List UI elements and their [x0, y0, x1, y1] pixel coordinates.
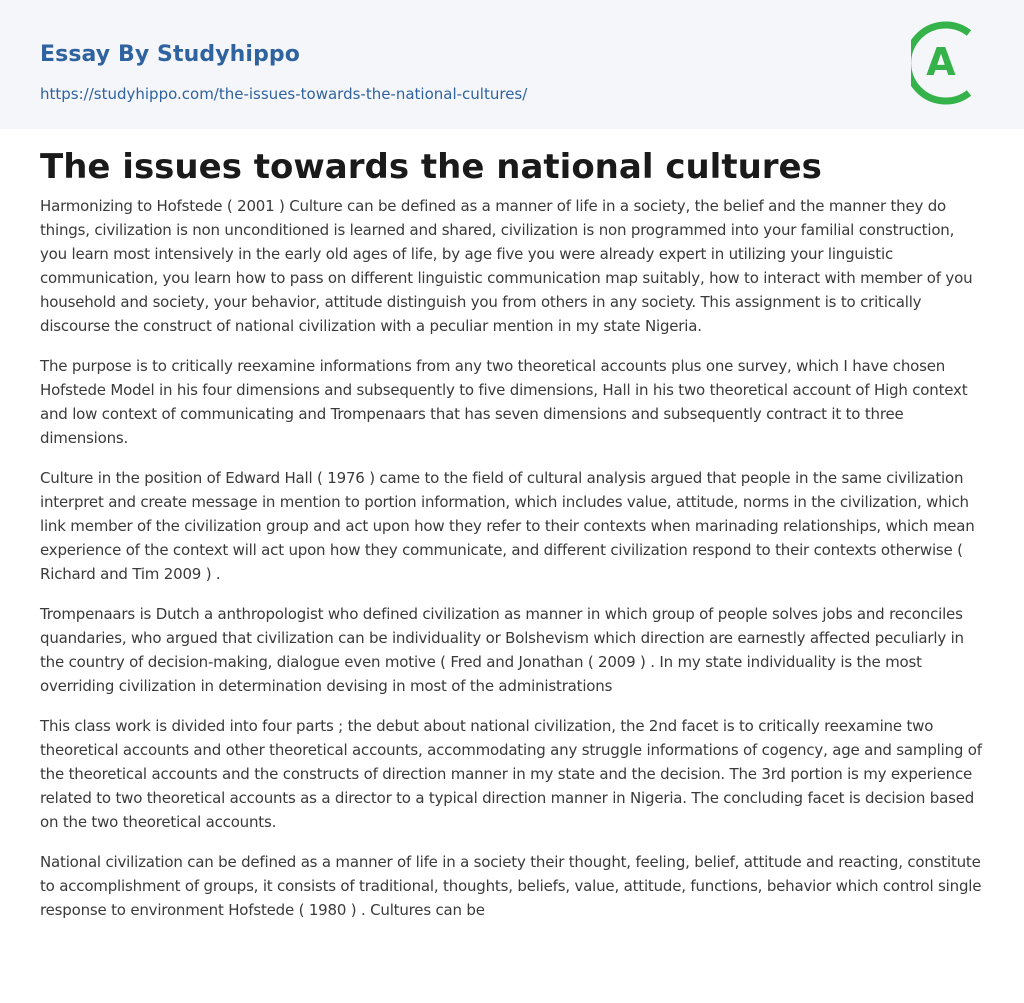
- paragraph: The purpose is to critically reexamine informations from any two theoretical accounts plus one survey, which I have chosen Hofstede Model in his four dimensions and subsequently to five dimensions, Hall in his two theoretical account of High context and low context of communicating and Trompenaars that has seven dimensions and subsequently contract it to three dimensions.: [40, 357, 968, 447]
- site-brand[interactable]: Essay By Studyhippo: [40, 42, 300, 67]
- article-body: [40, 194, 984, 938]
- article-url-link[interactable]: https://studyhippo.com/the-issues-towards-the-national-cultures/: [40, 85, 528, 103]
- paragraph: Harmonizing to Hofstede ( 2001 ) Culture can be defined as a manner of life in a society, the belief and the manner they do things, civilization is non unconditioned is learned and shared, civilization is non programmed into your familial construction, you learn most intensively in the early old ages of life, by age five you were already expert in utilizing your linguistic communication, you learn how to pass on different linguistic communication map suitably, how to interact with member of you household and society, your behavior, attitude distinguish you from others in any society. This assignment is to critically discourse the construct of national civilization with a peculiar mention in my state Nigeria.: [40, 197, 973, 335]
- paragraph: National civilization can be defined as a manner of life in a society their thought, feeling, belief, attitude and reacting, constitute to accomplishment of groups, it consists of traditional, thoughts, beliefs, value, attitude, functions, behavior which control single response to environment Hofstede ( 1980 ) . Cultures can be: [40, 853, 982, 919]
- site-header: [0, 0, 1024, 129]
- paragraph: This class work is divided into four parts ; the debut about national civilization, the 2nd facet is to critically reexamine two theoretical accounts and other theoretical accounts, accommodating any struggle informations of cogency, age and sampling of the theoretical accounts and the constructs of direction manner in my state and the decision. The 3rd portion is my experience related to two theoretical accounts as a director to a typical direction manner in Nigeria. The concluding facet is decision based on the two theoretical accounts.: [40, 717, 982, 831]
- logo-letter: A: [926, 40, 956, 84]
- paragraph: Trompenaars is Dutch a anthropologist who defined civilization as manner in which group of people solves jobs and reconciles quandaries, who argued that civilization can be individuality or Bolshevism which direction are earnestly affected peculiarly in the country of decision-making, dialogue even motive ( Fred and Jonathan ( 2009 ) . In my state individuality is the most overriding civilization in determination devising in most of the administrations: [40, 605, 964, 695]
- studyhippo-logo-icon[interactable]: [911, 19, 987, 107]
- paragraph: Culture in the position of Edward Hall ( 1976 ) came to the field of cultural analysis argued that people in the same civilization interpret and create message in mention to portion information, which includes value, attitude, norms in the civilization, which link member of the civilization group and act upon how they refer to their contexts when marinading relationships, which mean experience of the context will act upon how they communicate, and different civilization respond to their contexts otherwise ( Richard and Tim 2009 ) .: [40, 469, 975, 583]
- page-title: The issues towards the national cultures: [40, 147, 822, 187]
